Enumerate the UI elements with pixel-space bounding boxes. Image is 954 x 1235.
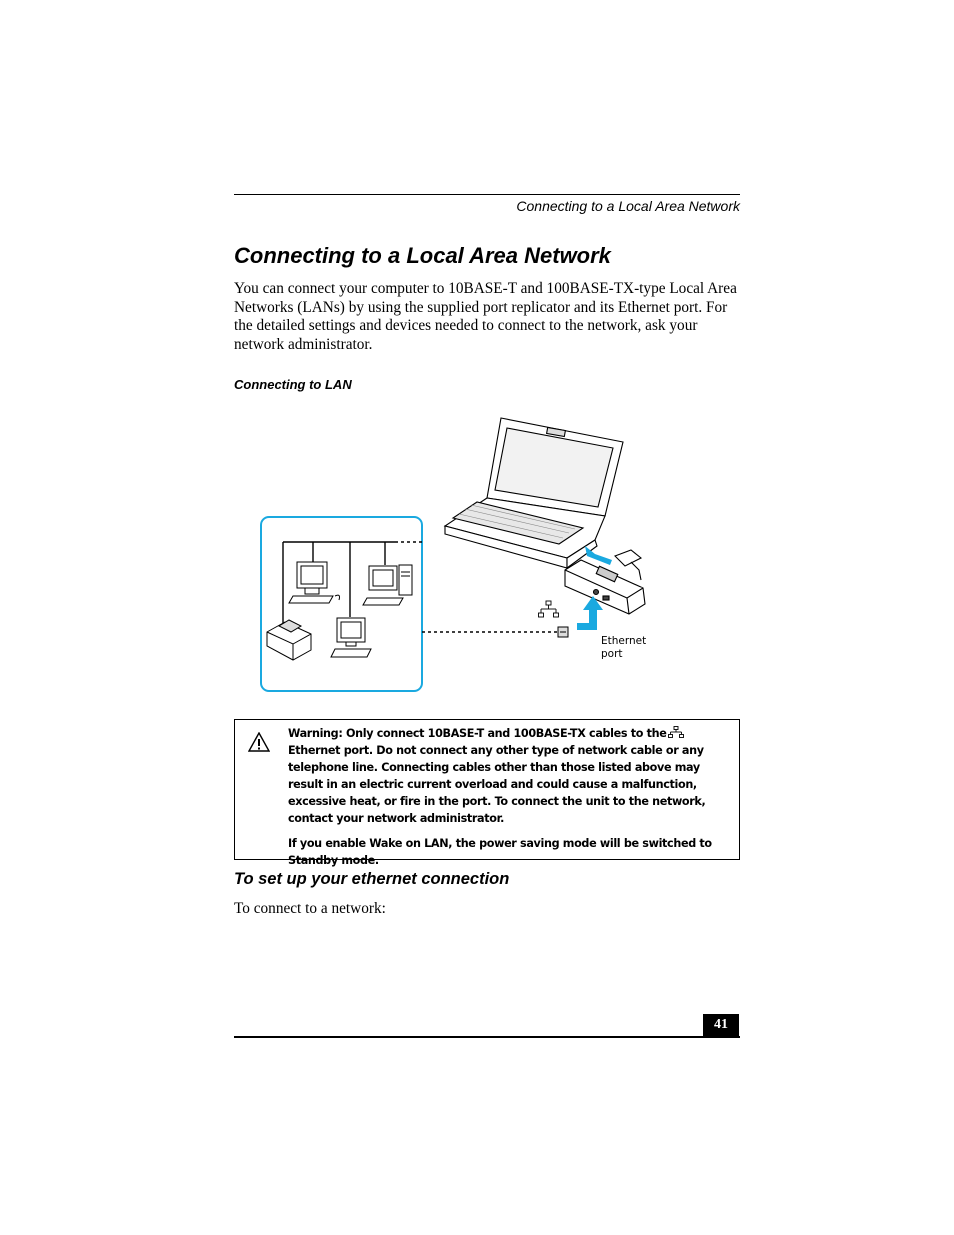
ethernet-port-label: Ethernet [601,635,647,647]
page-title: Connecting to a Local Area Network [234,243,611,268]
printer-icon [267,620,311,660]
network-symbol-icon [668,726,684,739]
warning-triangle-icon [248,732,270,752]
subsection-heading: To set up your ethernet connection [234,870,510,888]
wake-on-lan-note: If you enable Wake on LAN, the power saving mode will be switched to Standby mode. [288,837,712,867]
desktop-computer-icon [331,618,371,657]
figure-caption: Connecting to LAN [234,377,352,392]
header-rule [234,194,740,195]
warning-text-part2: Ethernet port. Do not connect any other type of network cable or any telephone line. Connecting cables other than those listed above may result in an electric current overload and could cause a malfunction, excessive heat, or fire in the port. To connect the unit to the network, contact your network administrator. [288,744,706,825]
warning-paragraph [288,725,734,827]
subsection-body: To connect to a network: [234,900,386,917]
warning-text-part1: Warning: Only connect 10BASE-T and 100BASE-TX cables to the [288,727,667,740]
network-symbol-icon [539,601,559,617]
footer-rule [234,1036,740,1038]
ethernet-plug-icon [558,627,568,637]
desktop-computer-icon [289,562,340,603]
ethernet-port-label-line2: port [601,648,623,660]
page-number: 41 [703,1014,739,1036]
warning-text [288,725,734,869]
desktop-computer-icon [363,565,412,605]
laptop-icon [445,418,623,568]
lan-connection-figure [255,410,655,700]
intro-paragraph: You can connect your computer to 10BASE-T and 100BASE-TX-type Local Area Networks (LANs) by using the supplied port replicator and its Ethernet port. For the detailed settings and devices needed to connect to the network, ask your network administrator. [234,280,737,353]
running-header: Connecting to a Local Area Network [516,198,740,214]
